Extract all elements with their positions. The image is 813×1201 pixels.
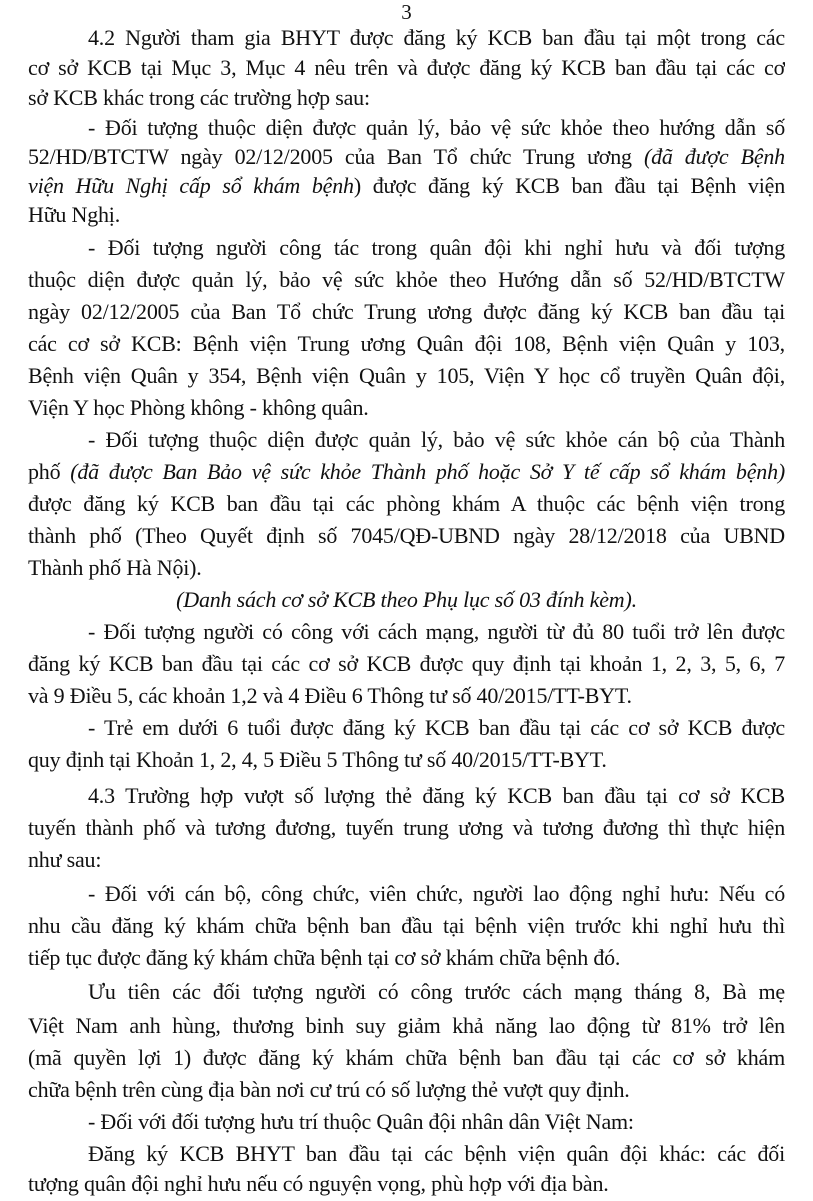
text-line: - Đối tượng người công tác trong quân đội khi nghỉ hưu và đối tượng (88, 235, 785, 260)
text-line: Việt Nam anh hùng, thương binh suy giảm khả năng lao động từ 81% trở lên (28, 1013, 785, 1038)
text-line (28, 458, 785, 486)
text-line: - Đối tượng thuộc diện được quản lý, bảo vệ sức khỏe cán bộ của Thành (88, 427, 785, 452)
italic-span: viện Hữu Nghị cấp sổ khám bệnh (28, 173, 354, 198)
text-line-centered-italic: (Danh sách cơ sở KCB theo Phụ lục số 03 đính kèm). (176, 587, 637, 612)
text-line: Hữu Nghị. (28, 202, 121, 227)
text-line: - Đối tượng thuộc diện được quản lý, bảo vệ sức khỏe theo hướng dẫn số (88, 115, 785, 140)
italic-span: (đã được Ban Bảo vệ sức khỏe Thành phố hoặc Sở Y tế cấp sổ khám bệnh) (70, 459, 785, 484)
text-line: chữa bệnh trên cùng địa bàn nơi cư trú có số lượng thẻ vượt quy định. (28, 1077, 630, 1102)
text-span: phố (28, 459, 61, 484)
text-line: Ưu tiên các đối tượng người có công trước cách mạng tháng 8, Bà mẹ (88, 979, 785, 1004)
text-line: tượng quân đội nghỉ hưu nếu có nguyện vọng, phù hợp với địa bàn. (28, 1171, 609, 1196)
text-line: tuyến thành phố và tương đương, tuyến trung ương và tương đương thì thực hiện (28, 815, 785, 840)
text-line: - Trẻ em dưới 6 tuổi được đăng ký KCB ban đầu tại các cơ sở KCB được (88, 715, 785, 740)
text-line: (mã quyền lợi 1) được đăng ký khám chữa bệnh ban đầu tại các cơ sở khám (28, 1045, 785, 1070)
text-line: được đăng ký KCB ban đầu tại các phòng khám A thuộc các bệnh viện trong (28, 491, 785, 516)
text-line: nhu cầu đăng ký khám chữa bệnh ban đầu tại bệnh viện trước khi nghỉ hưu thì (28, 913, 785, 938)
text-line: quy định tại Khoản 1, 2, 4, 5 Điều 5 Thông tư số 40/2015/TT-BYT. (28, 747, 607, 772)
text-line: - Đối với đối tượng hưu trí thuộc Quân đội nhân dân Việt Nam: (88, 1109, 634, 1134)
text-line: cơ sở KCB tại Mục 3, Mục 4 nêu trên và được đăng ký KCB ban đầu tại các cơ (28, 55, 785, 80)
text-line: thành phố (Theo Quyết định số 7045/QĐ-UBND ngày 28/12/2018 của UBND (28, 523, 785, 548)
text-line: ngày 02/12/2005 của Ban Tổ chức Trung ương được đăng ký KCB ban đầu tại (28, 299, 785, 324)
page-number: 3 (401, 0, 412, 24)
text-line: Bệnh viện Quân y 354, Bệnh viện Quân y 105, Viện Y học cổ truyền Quân đội, (28, 363, 785, 388)
text-line: Đăng ký KCB BHYT ban đầu tại các bệnh viện quân đội khác: các đối (88, 1141, 785, 1166)
text-span: 52/HD/BTCTW ngày 02/12/2005 của Ban Tổ chức Trung ương (28, 144, 632, 169)
text-line (28, 143, 785, 171)
text-line: 4.2 Người tham gia BHYT được đăng ký KCB ban đầu tại một trong các (88, 25, 785, 50)
text-line (28, 172, 785, 200)
text-line: Thành phố Hà Nội). (28, 555, 202, 580)
text-line: - Đối với cán bộ, công chức, viên chức, người lao động nghỉ hưu: Nếu có (88, 881, 785, 906)
text-line: Viện Y học Phòng không - không quân. (28, 395, 369, 420)
text-line: và 9 Điều 5, các khoản 1,2 và 4 Điều 6 Thông tư số 40/2015/TT-BYT. (28, 683, 632, 708)
italic-span: (đã được Bệnh (643, 144, 785, 169)
text-line: - Đối tượng người có công với cách mạng, người từ đủ 80 tuổi trở lên được (88, 619, 785, 644)
text-line: các cơ sở KCB: Bệnh viện Trung ương Quân đội 108, Bệnh viện Quân y 103, (28, 331, 785, 356)
text-line: đăng ký KCB ban đầu tại các cơ sở KCB được quy định tại khoản 1, 2, 3, 5, 6, 7 (28, 651, 785, 676)
text-line: như sau: (28, 847, 102, 872)
text-line: sở KCB khác trong các trường hợp sau: (28, 85, 370, 110)
text-span: ) được đăng ký KCB ban đầu tại Bệnh viện (353, 173, 785, 198)
text-line: tiếp tục được đăng ký khám chữa bệnh tại cơ sở khám chữa bệnh đó. (28, 945, 621, 970)
text-line: thuộc diện được quản lý, bảo vệ sức khỏe theo Hướng dẫn số 52/HD/BTCTW (28, 267, 785, 292)
text-line: 4.3 Trường hợp vượt số lượng thẻ đăng ký KCB ban đầu tại cơ sở KCB (88, 783, 785, 808)
